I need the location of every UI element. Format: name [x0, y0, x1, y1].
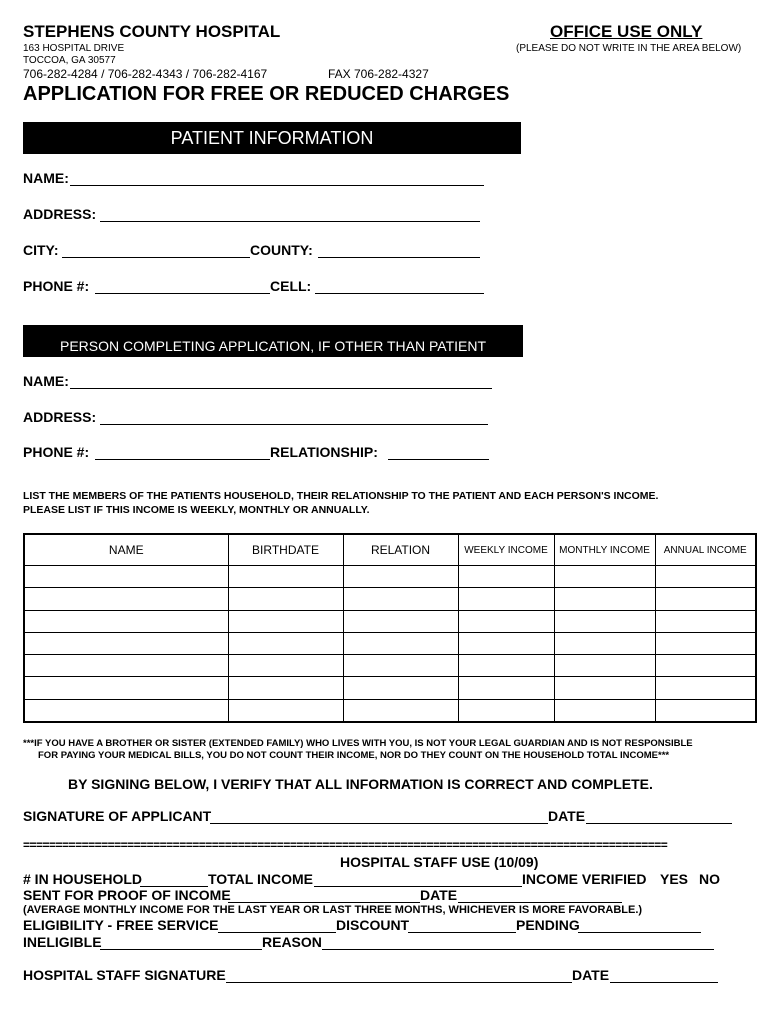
table-row: [24, 588, 756, 610]
table-row: [24, 699, 756, 722]
office-use-heading: OFFICE USE ONLY: [550, 22, 703, 41]
sent-proof-field[interactable]: [228, 902, 420, 903]
applicant-relationship-field[interactable]: [388, 459, 489, 460]
table-cell[interactable]: [343, 655, 458, 677]
patient-info-heading: PATIENT INFORMATION: [170, 128, 374, 148]
applicant-signature-field[interactable]: [210, 823, 548, 824]
table-cell[interactable]: [24, 566, 228, 588]
table-cell[interactable]: [554, 677, 655, 699]
patient-phone-label: PHONE #:: [23, 278, 90, 294]
pending-label: PENDING: [516, 917, 580, 933]
patient-county-field[interactable]: [318, 257, 480, 258]
applicant-relationship-label: RELATIONSHIP:: [270, 444, 378, 460]
ineligible-field[interactable]: [100, 949, 262, 950]
table-cell[interactable]: [554, 588, 655, 610]
applicant-address-field[interactable]: [100, 424, 488, 425]
patient-info-banner: [23, 122, 521, 154]
table-cell[interactable]: [24, 677, 228, 699]
patient-city-field[interactable]: [62, 257, 250, 258]
table-cell[interactable]: [228, 588, 343, 610]
table-cell[interactable]: [343, 610, 458, 632]
table-cell[interactable]: [228, 655, 343, 677]
column-header-monthly-income: MONTHLY INCOME: [554, 534, 655, 566]
hospital-fax: FAX 706-282-4327: [328, 67, 429, 81]
table-cell[interactable]: [24, 655, 228, 677]
office-use-note: (PLEASE DO NOT WRITE IN THE AREA BELOW): [516, 43, 742, 54]
table-cell[interactable]: [655, 610, 756, 632]
staff-heading: HOSPITAL STAFF USE (10/09): [340, 854, 539, 870]
hospital-name: STEPHENS COUNTY HOSPITAL: [23, 22, 281, 41]
table-cell[interactable]: [228, 610, 343, 632]
table-cell[interactable]: [655, 699, 756, 722]
patient-name-field[interactable]: [70, 185, 484, 186]
table-cell[interactable]: [458, 677, 554, 699]
table-cell[interactable]: [228, 632, 343, 654]
eligibility-free-field[interactable]: [218, 932, 336, 933]
applicant-phone-label: PHONE #:: [23, 444, 90, 460]
table-cell[interactable]: [655, 566, 756, 588]
total-income-field[interactable]: [314, 886, 522, 887]
patient-phone-field[interactable]: [95, 293, 270, 294]
staff-signature-field[interactable]: [226, 982, 572, 983]
table-cell[interactable]: [655, 588, 756, 610]
column-header-birthdate: BIRTHDATE: [228, 534, 343, 566]
table-cell[interactable]: [228, 699, 343, 722]
reason-field[interactable]: [322, 949, 714, 950]
table-cell[interactable]: [458, 588, 554, 610]
table-cell[interactable]: [655, 655, 756, 677]
table-cell[interactable]: [458, 632, 554, 654]
applicant-phone-field[interactable]: [95, 459, 270, 460]
eligibility-free-label: ELIGIBILITY - FREE SERVICE: [23, 917, 219, 933]
table-cell[interactable]: [343, 566, 458, 588]
pending-field[interactable]: [578, 932, 701, 933]
table-cell[interactable]: [554, 566, 655, 588]
hospital-address-line1: 163 HOSPITAL DRIVE: [23, 43, 125, 54]
household-note-line2: FOR PAYING YOUR MEDICAL BILLS, YOU DO NOT COUNT THEIR INCOME, NOR DO THEY COUNT ON THE HOUSEHOLD TOTAL INCOME***: [38, 750, 670, 761]
income-verified-yes[interactable]: YES: [660, 871, 689, 887]
household-instructions-line1: LIST THE MEMBERS OF THE PATIENTS HOUSEHOLD, THEIR RELATIONSHIP TO THE PATIENT AND EACH PERSON'S INCOME.: [23, 490, 659, 502]
table-cell[interactable]: [458, 610, 554, 632]
total-income-label: TOTAL INCOME: [208, 871, 313, 887]
staff-signature-date-field[interactable]: [610, 982, 718, 983]
signature-date-field[interactable]: [586, 823, 732, 824]
column-header-name: NAME: [24, 534, 228, 566]
table-cell[interactable]: [458, 655, 554, 677]
hospital-address-line2: TOCCOA, GA 30577: [23, 55, 116, 66]
average-income-note: (AVERAGE MONTHLY INCOME FOR THE LAST YEAR OR LAST THREE MONTHS, WHICHEVER IS MORE FAVORABLE.): [23, 904, 643, 916]
table-cell[interactable]: [24, 610, 228, 632]
table-cell[interactable]: [343, 632, 458, 654]
staff-signature-date-label: DATE: [572, 967, 610, 983]
table-row: [24, 632, 756, 654]
applicant-address-label: ADDRESS:: [23, 409, 97, 425]
table-row: [24, 610, 756, 632]
household-table: [23, 533, 757, 723]
verify-statement: BY SIGNING BELOW, I VERIFY THAT ALL INFORMATION IS CORRECT AND COMPLETE.: [68, 776, 653, 792]
patient-name-label: NAME:: [23, 170, 69, 186]
table-row: [24, 655, 756, 677]
reason-label: REASON: [262, 934, 322, 950]
household-count-label: # IN HOUSEHOLD: [23, 871, 143, 887]
household-instructions-line2: PLEASE LIST IF THIS INCOME IS WEEKLY, MONTHLY OR ANNUALLY.: [23, 504, 370, 516]
form-title: APPLICATION FOR FREE OR REDUCED CHARGES: [23, 83, 510, 105]
table-cell[interactable]: [24, 699, 228, 722]
income-verified-no[interactable]: NO: [699, 871, 720, 887]
table-cell[interactable]: [228, 677, 343, 699]
column-header-annual-income: ANNUAL INCOME: [655, 534, 756, 566]
signature-date-label: DATE: [548, 808, 586, 824]
household-note-line1: ***IF YOU HAVE A BROTHER OR SISTER (EXTENDED FAMILY) WHO LIVES WITH YOU, IS NOT YOUR LEGAL GUARDIAN AND IS NOT RESPONSIBLE: [23, 738, 693, 749]
applicant-name-label: NAME:: [23, 373, 69, 389]
sent-proof-date-field[interactable]: [458, 902, 622, 903]
table-cell[interactable]: [458, 699, 554, 722]
table-cell[interactable]: [554, 699, 655, 722]
table-cell[interactable]: [655, 632, 756, 654]
patient-cell-label: CELL:: [270, 278, 312, 294]
table-cell[interactable]: [24, 632, 228, 654]
table-cell[interactable]: [554, 610, 655, 632]
patient-cell-field[interactable]: [315, 293, 484, 294]
hospital-phones: 706-282-4284 / 706-282-4343 / 706-282-4167: [23, 67, 268, 81]
table-cell[interactable]: [228, 566, 343, 588]
patient-county-label: COUNTY:: [250, 242, 313, 258]
patient-address-label: ADDRESS:: [23, 206, 97, 222]
table-cell[interactable]: [554, 632, 655, 654]
table-cell[interactable]: [343, 588, 458, 610]
staff-signature-label: HOSPITAL STAFF SIGNATURE: [23, 967, 226, 983]
table-cell[interactable]: [655, 677, 756, 699]
discount-label: DISCOUNT: [336, 917, 410, 933]
applicant-signature-label: SIGNATURE OF APPLICANT: [23, 808, 212, 824]
table-row: [24, 677, 756, 699]
table-cell[interactable]: [343, 699, 458, 722]
table-cell[interactable]: [458, 566, 554, 588]
sent-proof-label: SENT FOR PROOF OF INCOME: [23, 887, 231, 903]
patient-address-field[interactable]: [100, 221, 480, 222]
staff-separator: ===================================================================================================: [23, 838, 668, 852]
table-cell[interactable]: [24, 588, 228, 610]
discount-field[interactable]: [408, 932, 516, 933]
applicant-banner: [23, 325, 523, 357]
applicant-heading: PERSON COMPLETING APPLICATION, IF OTHER THAN PATIENT: [59, 338, 487, 354]
column-header-relation: RELATION: [343, 534, 458, 566]
column-header-weekly-income: WEEKLY INCOME: [458, 534, 554, 566]
patient-city-label: CITY:: [23, 242, 59, 258]
sent-proof-date-label: DATE: [420, 887, 458, 903]
ineligible-label: INELIGIBLE: [23, 934, 102, 950]
table-cell[interactable]: [554, 655, 655, 677]
table-cell[interactable]: [343, 677, 458, 699]
income-verified-label: INCOME VERIFIED: [522, 871, 647, 887]
applicant-name-field[interactable]: [70, 388, 492, 389]
table-row: [24, 566, 756, 588]
